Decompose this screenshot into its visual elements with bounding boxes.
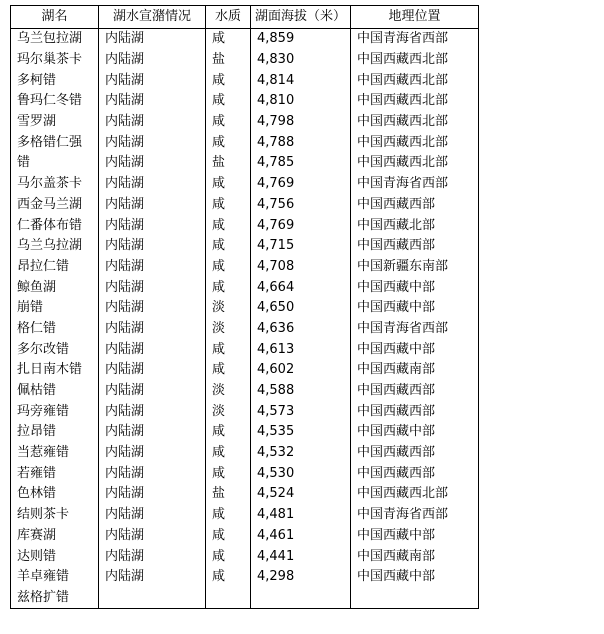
header-location: 地理位置	[351, 6, 479, 29]
lake-type-cell: 内陆湖	[99, 443, 206, 464]
location-cell: 中国西藏中部	[351, 339, 479, 360]
header-type: 湖水宣潴情况	[99, 6, 206, 29]
water-quality-cell: 咸	[206, 526, 251, 547]
location-cell: 中国西藏西北部	[351, 153, 479, 174]
lake-name-cell: 西金马兰湖	[11, 195, 99, 216]
lake-type-cell: 内陆湖	[99, 70, 206, 91]
location-cell: 中国新疆东南部	[351, 257, 479, 278]
lake-name-cell: 多尔改错	[11, 339, 99, 360]
elevation-cell: 4,788	[251, 132, 351, 153]
table-row	[11, 339, 479, 360]
water-quality-cell: 咸	[206, 567, 251, 588]
water-quality-cell: 淡	[206, 401, 251, 422]
elevation-cell: 4,859	[251, 29, 351, 50]
elevation-cell: 4,588	[251, 381, 351, 402]
header-quality: 水质	[206, 6, 251, 29]
table-row	[11, 215, 479, 236]
water-quality-cell: 盐	[206, 484, 251, 505]
lake-name-cell: 乌兰包拉湖	[11, 29, 99, 50]
location-cell: 中国西藏南部	[351, 546, 479, 567]
table-row	[11, 505, 479, 526]
location-cell: 中国青海省西部	[351, 319, 479, 340]
lake-type-cell: 内陆湖	[99, 546, 206, 567]
lake-name-cell: 羊卓雍错	[11, 567, 99, 588]
lake-type-cell: 内陆湖	[99, 132, 206, 153]
lake-name-cell: 佩枯错	[11, 381, 99, 402]
elevation-cell: 4,708	[251, 257, 351, 278]
lake-type-cell: 内陆湖	[99, 257, 206, 278]
water-quality-cell: 淡	[206, 298, 251, 319]
lake-name-cell: 玛旁雍错	[11, 401, 99, 422]
lake-type-cell: 内陆湖	[99, 463, 206, 484]
lake-name-cell: 多格错仁强	[11, 132, 99, 153]
lake-name-cell: 错	[11, 153, 99, 174]
lake-type-cell: 内陆湖	[99, 381, 206, 402]
elevation-cell: 4,461	[251, 526, 351, 547]
elevation-cell: 4,814	[251, 70, 351, 91]
lake-name-cell: 拉昂错	[11, 422, 99, 443]
lake-name-cell: 多柯错	[11, 70, 99, 91]
elevation-cell: 4,785	[251, 153, 351, 174]
location-cell: 中国西藏中部	[351, 567, 479, 588]
lake-type-cell	[99, 588, 206, 609]
water-quality-cell: 咸	[206, 70, 251, 91]
elevation-cell: 4,830	[251, 50, 351, 71]
lake-type-cell: 内陆湖	[99, 298, 206, 319]
table-row	[11, 567, 479, 588]
water-quality-cell: 咸	[206, 360, 251, 381]
elevation-cell: 4,524	[251, 484, 351, 505]
water-quality-cell: 咸	[206, 505, 251, 526]
table-row	[11, 195, 479, 216]
lake-name-cell: 鲁玛仁冬错	[11, 91, 99, 112]
lake-name-cell: 雪罗湖	[11, 112, 99, 133]
elevation-cell: 4,769	[251, 215, 351, 236]
table-row	[11, 91, 479, 112]
water-quality-cell: 咸	[206, 257, 251, 278]
lake-name-cell: 马尔盖茶卡	[11, 174, 99, 195]
location-cell: 中国西藏中部	[351, 298, 479, 319]
water-quality-cell: 咸	[206, 443, 251, 464]
table-row	[11, 360, 479, 381]
lake-type-cell: 内陆湖	[99, 526, 206, 547]
table-row	[11, 153, 479, 174]
water-quality-cell: 咸	[206, 174, 251, 195]
lake-name-cell: 玛尔巢茶卡	[11, 50, 99, 71]
location-cell: 中国西藏西北部	[351, 484, 479, 505]
location-cell: 中国西藏中部	[351, 422, 479, 443]
elevation-cell: 4,636	[251, 319, 351, 340]
lake-name-cell: 当惹雍错	[11, 443, 99, 464]
elevation-cell: 4,664	[251, 277, 351, 298]
location-cell: 中国西藏西部	[351, 463, 479, 484]
elevation-cell: 4,613	[251, 339, 351, 360]
table-row	[11, 381, 479, 402]
water-quality-cell: 咸	[206, 112, 251, 133]
water-quality-cell: 淡	[206, 319, 251, 340]
table-row	[11, 319, 479, 340]
table-row	[11, 236, 479, 257]
location-cell: 中国西藏南部	[351, 360, 479, 381]
lake-type-cell: 内陆湖	[99, 236, 206, 257]
table-row	[11, 546, 479, 567]
header-row	[11, 6, 479, 29]
water-quality-cell: 咸	[206, 215, 251, 236]
water-quality-cell: 咸	[206, 277, 251, 298]
table-row	[11, 277, 479, 298]
table-row	[11, 70, 479, 91]
water-quality-cell: 咸	[206, 29, 251, 50]
table-row	[11, 526, 479, 547]
elevation-cell: 4,810	[251, 91, 351, 112]
water-quality-cell: 咸	[206, 463, 251, 484]
lake-name-cell: 崩错	[11, 298, 99, 319]
table-row	[11, 443, 479, 464]
water-quality-cell: 盐	[206, 153, 251, 174]
water-quality-cell: 咸	[206, 236, 251, 257]
location-cell: 中国西藏西北部	[351, 91, 479, 112]
elevation-cell: 4,532	[251, 443, 351, 464]
lake-type-cell: 内陆湖	[99, 215, 206, 236]
lake-name-cell: 若雍错	[11, 463, 99, 484]
table-row	[11, 29, 479, 50]
elevation-cell: 4,602	[251, 360, 351, 381]
water-quality-cell: 盐	[206, 50, 251, 71]
location-cell: 中国西藏西北部	[351, 50, 479, 71]
water-quality-cell: 咸	[206, 195, 251, 216]
elevation-cell: 4,573	[251, 401, 351, 422]
lake-type-cell: 内陆湖	[99, 422, 206, 443]
lake-name-cell: 昂拉仁错	[11, 257, 99, 278]
location-cell: 中国青海省西部	[351, 29, 479, 50]
lake-name-cell: 仁番体布错	[11, 215, 99, 236]
table-row	[11, 174, 479, 195]
elevation-cell: 4,298	[251, 567, 351, 588]
lake-name-cell: 达则错	[11, 546, 99, 567]
water-quality-cell: 咸	[206, 132, 251, 153]
header-name: 湖名	[11, 6, 99, 29]
lake-type-cell: 内陆湖	[99, 50, 206, 71]
table-row	[11, 50, 479, 71]
lake-type-cell: 内陆湖	[99, 567, 206, 588]
table-row	[11, 112, 479, 133]
location-cell: 中国青海省西部	[351, 505, 479, 526]
table-row	[11, 257, 479, 278]
table-row	[11, 401, 479, 422]
lake-name-cell: 扎日南木错	[11, 360, 99, 381]
elevation-cell: 4,798	[251, 112, 351, 133]
lake-name-cell: 格仁错	[11, 319, 99, 340]
location-cell: 中国西藏中部	[351, 277, 479, 298]
lake-type-cell: 内陆湖	[99, 153, 206, 174]
elevation-cell: 4,535	[251, 422, 351, 443]
table-row	[11, 484, 479, 505]
header-elevation: 湖面海拔（米）	[251, 6, 351, 29]
location-cell: 中国西藏中部	[351, 526, 479, 547]
lake-name-cell: 兹格扩错	[11, 588, 99, 609]
table-row	[11, 132, 479, 153]
lake-name-cell: 结则茶卡	[11, 505, 99, 526]
elevation-cell: 4,756	[251, 195, 351, 216]
lake-type-cell: 内陆湖	[99, 29, 206, 50]
elevation-cell: 4,481	[251, 505, 351, 526]
lakes-table	[10, 5, 479, 609]
elevation-cell: 4,650	[251, 298, 351, 319]
water-quality-cell: 咸	[206, 91, 251, 112]
water-quality-cell: 咸	[206, 422, 251, 443]
water-quality-cell: 咸	[206, 546, 251, 567]
location-cell	[351, 588, 479, 609]
location-cell: 中国西藏西北部	[351, 70, 479, 91]
location-cell: 中国西藏西部	[351, 381, 479, 402]
lake-type-cell: 内陆湖	[99, 319, 206, 340]
lake-name-cell: 色林错	[11, 484, 99, 505]
elevation-cell: 4,769	[251, 174, 351, 195]
water-quality-cell	[206, 588, 251, 609]
water-quality-cell: 咸	[206, 339, 251, 360]
lake-name-cell: 库赛湖	[11, 526, 99, 547]
location-cell: 中国西藏西北部	[351, 112, 479, 133]
lake-type-cell: 内陆湖	[99, 174, 206, 195]
elevation-cell: 4,441	[251, 546, 351, 567]
location-cell: 中国西藏西部	[351, 195, 479, 216]
lake-type-cell: 内陆湖	[99, 195, 206, 216]
location-cell: 中国西藏西部	[351, 236, 479, 257]
lake-type-cell: 内陆湖	[99, 339, 206, 360]
location-cell: 中国西藏北部	[351, 215, 479, 236]
table-row	[11, 422, 479, 443]
lake-type-cell: 内陆湖	[99, 484, 206, 505]
table-row	[11, 588, 479, 609]
elevation-cell: 4,530	[251, 463, 351, 484]
lake-type-cell: 内陆湖	[99, 360, 206, 381]
lake-name-cell: 鲸鱼湖	[11, 277, 99, 298]
lake-name-cell: 乌兰乌拉湖	[11, 236, 99, 257]
lake-type-cell: 内陆湖	[99, 505, 206, 526]
lake-type-cell: 内陆湖	[99, 277, 206, 298]
location-cell: 中国青海省西部	[351, 174, 479, 195]
water-quality-cell: 淡	[206, 381, 251, 402]
lake-type-cell: 内陆湖	[99, 401, 206, 422]
lake-type-cell: 内陆湖	[99, 112, 206, 133]
lake-type-cell: 内陆湖	[99, 91, 206, 112]
location-cell: 中国西藏西部	[351, 443, 479, 464]
location-cell: 中国西藏西部	[351, 401, 479, 422]
table-row	[11, 298, 479, 319]
elevation-cell	[251, 588, 351, 609]
table-row	[11, 463, 479, 484]
elevation-cell: 4,715	[251, 236, 351, 257]
location-cell: 中国西藏西北部	[351, 132, 479, 153]
